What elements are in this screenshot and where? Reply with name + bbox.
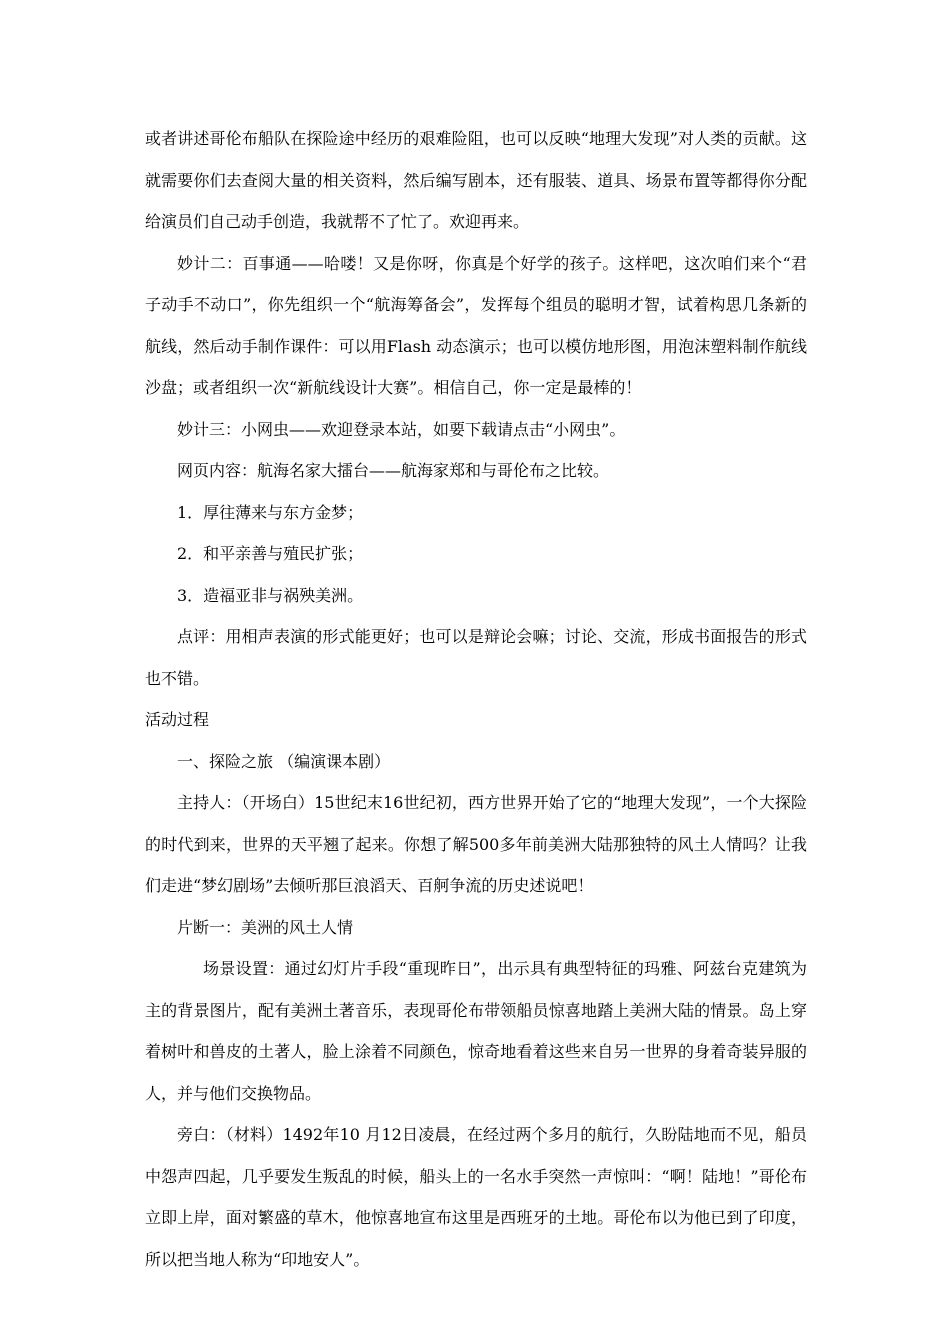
paragraph-comment: 点评：用相声表演的形式能更好；也可以是辩论会嘛；讨论、交流，形成书面报告的形式也不错。	[145, 627, 807, 688]
list-item-3: 3．造福亚非与祸殃美洲。	[177, 585, 364, 605]
section-heading: 活动过程	[145, 710, 210, 729]
fragment-heading: 片断一：美洲的风土人情	[177, 917, 354, 937]
paragraph-4: 网页内容：航海名家大擂台——航海家郑和与哥伦布之比较。	[177, 461, 610, 480]
paragraph-2: 妙计二：百事通——哈喽！又是你呀，你真是个好学的孩子。这样吧，这次咱们来个“君子动手不动口”，你先组织一个“航海筹备会”，发挥每个组员的聪明才智，试着构思几条新的航线，然后动手制作课件：可以用Flash 动态演示；也可以模仿地形图，用泡沫塑料制作航线沙盘；或者组织一次“新航线设计大赛”。相信自己，你一定是最棒的！	[145, 253, 807, 397]
list-item-2: 2．和平亲善与殖民扩张；	[177, 544, 364, 563]
paragraph-scene: 场景设置：通过幻灯片手段“重现昨日”，出示具有典型特征的玛雅、阿兹台克建筑为主的背景图片，配有美洲土著音乐，表现哥伦布带领船员惊喜地踏上美洲大陆的情景。岛上穿着树叶和兽皮的土著人，脸上涂着不同颜色，惊奇地看着这些来自另一世界的身着奇装异服的人，并与他们交换物品。	[145, 959, 807, 1103]
paragraph-narration: 旁白：（材料）1492年10 月12日凌晨，在经过两个多月的航行，久盼陆地而不见，船员中怨声四起，几乎要发生叛乱的时候，船头上的一名水手突然一声惊叫：“啊！陆地！”哥伦布立即上岸，面对繁盛的草木，他惊喜地宣布这里是西班牙的土地。哥伦布以为他已到了印度，所以把当地人称为“印地安人”。	[145, 1125, 807, 1269]
list-item-1: 1．厚往薄来与东方金梦；	[177, 502, 364, 522]
paragraph-1: 或者讲述哥伦布船队在探险途中经历的艰难险阻，也可以反映“地理大发现”对人类的贡献。这就需要你们去查阅大量的相关资料，然后编写剧本，还有服装、道具、场景布置等都得你分配给演员们自己动手创造，我就帮不了忙了。欢迎再来。	[145, 129, 807, 231]
paragraph-host: 主持人：（开场白）15世纪末16世纪初，西方世界开始了它的“地理大发现”，一个大探险的时代到来，世界的天平翘了起来。你想了解500多年前美洲大陆那独特的风土人情吗？让我们走进“梦幻剧场”去倾听那巨浪滔天、百舸争流的历史述说吧！	[145, 793, 807, 895]
subsection-heading: 一、探险之旅 （编演课本剧）	[177, 751, 391, 771]
paragraph-3: 妙计三：小网虫——欢迎登录本站，如要下载请点击“小网虫”。	[177, 419, 626, 439]
document-page	[145, 118, 807, 1280]
